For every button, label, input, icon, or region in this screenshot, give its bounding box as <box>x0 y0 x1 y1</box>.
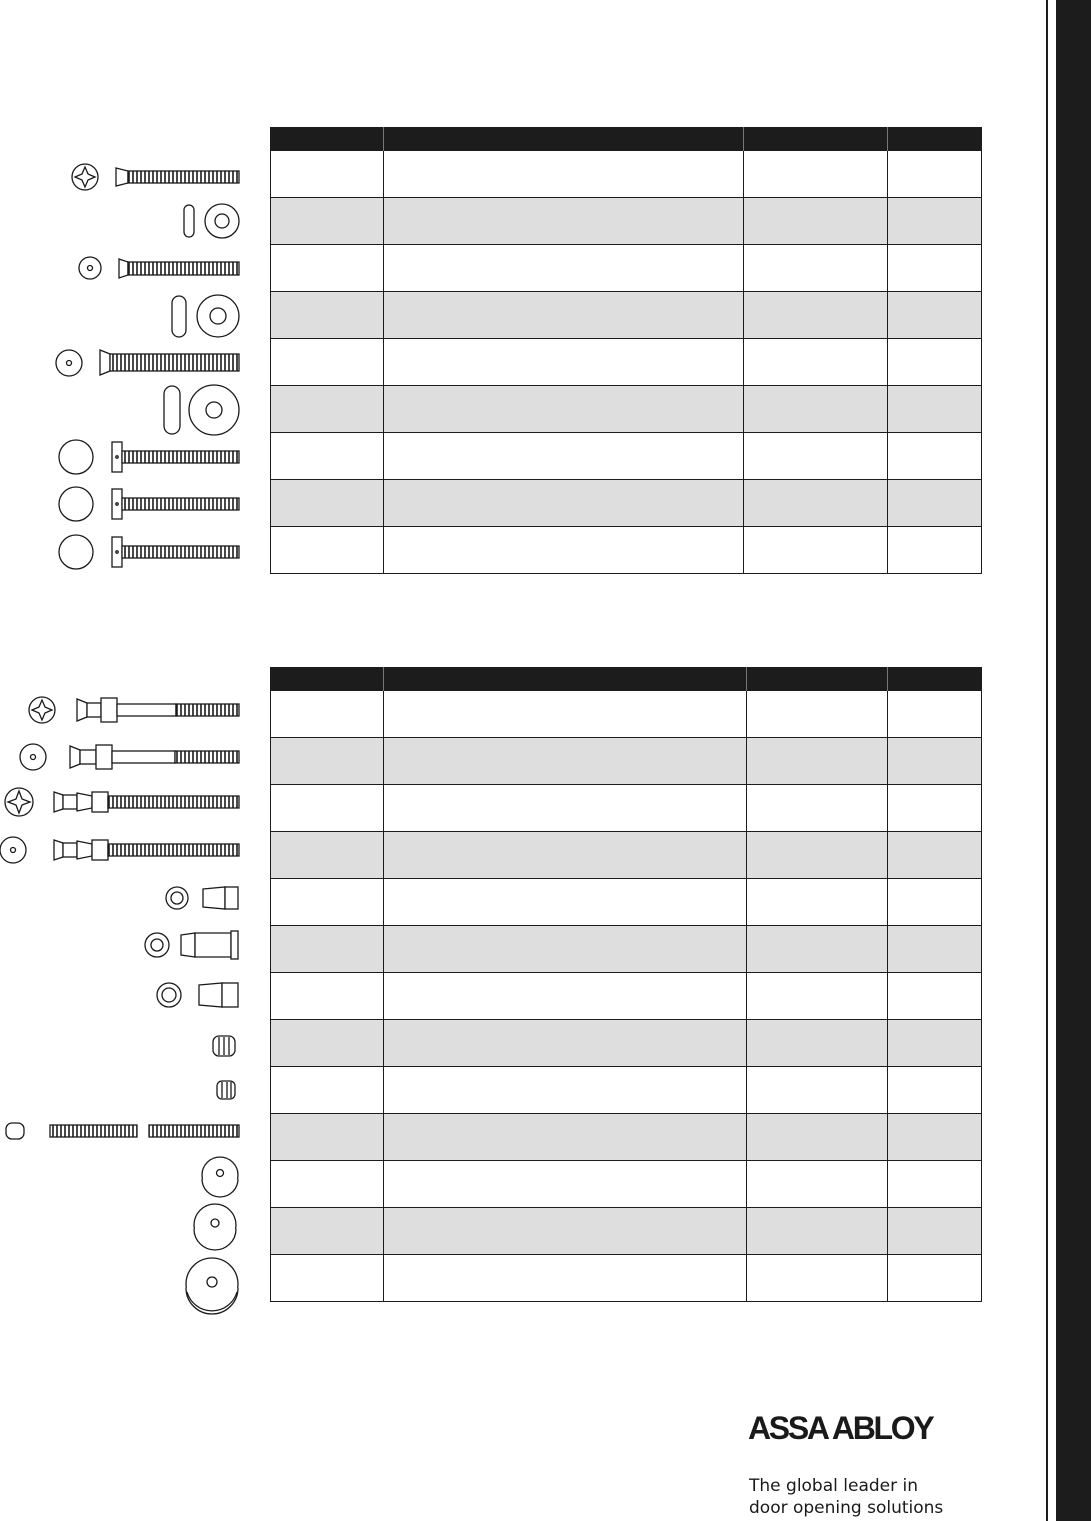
part-2-12-rosette-icon <box>194 1204 236 1250</box>
table-cell <box>744 151 888 198</box>
table-cell <box>384 691 747 738</box>
table-cell <box>384 785 747 832</box>
table-cell <box>747 973 888 1020</box>
table-cell <box>384 973 747 1020</box>
table-cell <box>384 480 744 527</box>
table-row <box>271 1114 982 1161</box>
table-cell <box>271 1161 384 1208</box>
column-header <box>744 127 888 151</box>
part-2-6-sleeve-icon <box>145 931 238 959</box>
table-cell <box>747 1020 888 1067</box>
table-cell <box>888 527 982 574</box>
table-cell <box>384 292 744 339</box>
column-header <box>747 667 888 691</box>
table-cell <box>384 1255 747 1302</box>
table-cell <box>888 151 982 198</box>
table-row <box>271 527 982 574</box>
table-cell <box>384 433 744 480</box>
table-row <box>271 433 982 480</box>
table-cell <box>384 198 744 245</box>
table-header <box>271 127 982 151</box>
table-cell <box>384 1114 747 1161</box>
table-cell <box>271 339 384 386</box>
table-cell <box>888 1067 982 1114</box>
table-row <box>271 1161 982 1208</box>
table-cell <box>744 480 888 527</box>
table-cell <box>384 386 744 433</box>
table-cell <box>271 198 384 245</box>
column-header <box>888 127 982 151</box>
table-cell <box>747 738 888 785</box>
table-row <box>271 785 982 832</box>
table-cell <box>271 1255 384 1302</box>
table-row <box>271 245 982 292</box>
table-cell <box>271 785 384 832</box>
part-2-9-insert-icon <box>217 1081 235 1099</box>
part-2-13-rosette-icon <box>186 1258 238 1314</box>
table-cell <box>384 151 744 198</box>
table-row <box>271 1020 982 1067</box>
part-2-10-rod-icon <box>6 1123 239 1139</box>
table-cell <box>888 480 982 527</box>
table-cell <box>384 339 744 386</box>
table-cell <box>888 198 982 245</box>
table-cell <box>384 245 744 292</box>
table-cell <box>888 292 982 339</box>
table-cell <box>384 527 744 574</box>
part-2-8-insert-icon <box>213 1036 235 1056</box>
table-cell <box>888 1020 982 1067</box>
sidebar-band <box>1056 0 1091 1521</box>
table-cell <box>888 339 982 386</box>
sidebar-rule <box>1046 0 1048 1521</box>
table-cell <box>271 1208 384 1255</box>
table-row <box>271 151 982 198</box>
tagline <box>749 1475 989 1519</box>
part-1-8-screw-icon <box>59 487 239 521</box>
table-row <box>271 198 982 245</box>
table-cell <box>888 785 982 832</box>
table-cell <box>747 1208 888 1255</box>
table-row <box>271 386 982 433</box>
part-1-1-screw-icon <box>72 164 239 190</box>
table-cell <box>271 973 384 1020</box>
table-cell <box>271 1114 384 1161</box>
table-cell <box>747 785 888 832</box>
table-cell <box>384 1161 747 1208</box>
tagline-line-1: The global leader in <box>749 1476 919 1496</box>
table-cell <box>271 926 384 973</box>
parts-table-2 <box>270 667 982 1302</box>
table-cell <box>271 1020 384 1067</box>
assa-abloy-logo: ASSA ABLOY <box>748 1410 933 1446</box>
table-cell <box>888 926 982 973</box>
table-cell <box>747 691 888 738</box>
table-cell <box>384 926 747 973</box>
part-2-5-sleeve-icon <box>166 887 238 909</box>
part-1-4-washer-icon <box>172 295 239 337</box>
table-cell <box>747 1255 888 1302</box>
table-cell <box>888 245 982 292</box>
part-1-7-screw-icon <box>59 440 239 474</box>
part-1-2-washer-icon <box>184 204 239 238</box>
table-row <box>271 339 982 386</box>
part-1-9-screw-icon <box>59 535 239 569</box>
part-2-11-rosette-icon <box>202 1157 238 1197</box>
parts-illustrations <box>0 0 270 1521</box>
part-2-2-bolt-icon <box>20 744 239 770</box>
table-row <box>271 738 982 785</box>
table-cell <box>271 480 384 527</box>
table-cell <box>271 292 384 339</box>
table-cell <box>888 1208 982 1255</box>
table-cell <box>888 879 982 926</box>
table-cell <box>271 832 384 879</box>
column-header <box>384 127 744 151</box>
table-row <box>271 1208 982 1255</box>
table-cell <box>747 1161 888 1208</box>
table-cell <box>744 386 888 433</box>
table-cell <box>384 1020 747 1067</box>
table-cell <box>271 879 384 926</box>
column-header <box>271 667 384 691</box>
part-1-3-screw-icon <box>79 257 239 279</box>
table-cell <box>888 973 982 1020</box>
table-row <box>271 292 982 339</box>
part-1-5-screw-icon <box>56 350 239 376</box>
table-cell <box>384 738 747 785</box>
table-cell <box>384 879 747 926</box>
table-cell <box>888 386 982 433</box>
table-row <box>271 480 982 527</box>
table-cell <box>384 1208 747 1255</box>
table-row <box>271 926 982 973</box>
column-header <box>271 127 384 151</box>
table-cell <box>271 433 384 480</box>
table-row <box>271 973 982 1020</box>
table-cell <box>384 832 747 879</box>
table-cell <box>747 1114 888 1161</box>
part-2-7-sleeve-icon <box>157 983 238 1007</box>
table-row <box>271 691 982 738</box>
table-row <box>271 1067 982 1114</box>
part-2-4-bolt-icon <box>0 837 239 863</box>
part-2-1-bolt-icon <box>29 697 239 723</box>
table-cell <box>744 433 888 480</box>
table-cell <box>888 1114 982 1161</box>
column-header <box>384 667 747 691</box>
table-cell <box>744 198 888 245</box>
table-cell <box>888 691 982 738</box>
column-header <box>888 667 982 691</box>
tagline-line-2: door opening solutions <box>749 1498 944 1518</box>
table-cell <box>744 245 888 292</box>
table-cell <box>271 386 384 433</box>
table-cell <box>888 1255 982 1302</box>
table-cell <box>888 433 982 480</box>
table-cell <box>271 691 384 738</box>
table-row <box>271 879 982 926</box>
table-cell <box>271 151 384 198</box>
table-cell <box>888 738 982 785</box>
table-cell <box>888 1161 982 1208</box>
table-cell <box>271 527 384 574</box>
table-cell <box>747 1067 888 1114</box>
table-cell <box>744 339 888 386</box>
table-cell <box>271 245 384 292</box>
table-cell <box>744 292 888 339</box>
part-2-3-bolt-icon <box>5 788 239 816</box>
table-row <box>271 832 982 879</box>
table-cell <box>747 926 888 973</box>
table-cell <box>271 738 384 785</box>
table-cell <box>888 832 982 879</box>
part-1-6-washer-icon <box>164 385 239 435</box>
table-cell <box>744 527 888 574</box>
table-header <box>271 667 982 691</box>
table-row <box>271 1255 982 1302</box>
table-cell <box>384 1067 747 1114</box>
table-cell <box>747 832 888 879</box>
table-cell <box>747 879 888 926</box>
table-cell <box>271 1067 384 1114</box>
parts-table-1 <box>270 127 982 574</box>
